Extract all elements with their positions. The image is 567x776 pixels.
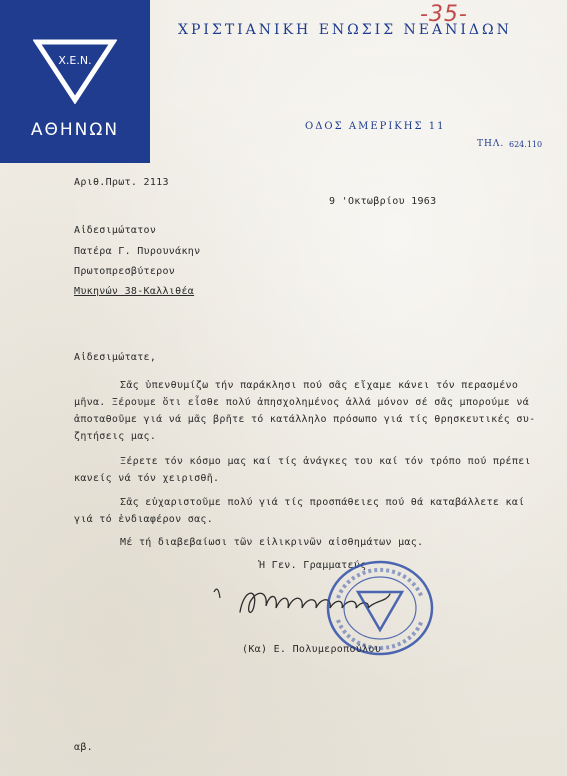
recipient-line: Αἰδεσιμώτατον (74, 225, 157, 236)
body-line: Μέ τή διαβεβαίωσι τῶν εἰλικρινῶν αἰσθημάτων μας. (120, 537, 424, 548)
organization-stamp (324, 558, 436, 658)
body-line: κανείς νά τόν χειρισθῆ. (74, 473, 220, 484)
letter-date: 9 'Οκτωβρίου 1963 (329, 196, 437, 207)
recipient-line: Πρωτοπρεσβύτερον (74, 266, 176, 277)
typist-initials: αβ. (74, 742, 93, 753)
body-line: μῆνα. Ξέρουμε ὅτι εἶσθε πολύ ἀπησχολημένος ἀλλά μόνον σέ σᾶς μπορούμε νά (74, 397, 530, 408)
body-line: γιά τό ἐνδιαφέρον σας. (74, 514, 214, 525)
organization-name: ΧΡΙΣΤΙΑΝΙΚΗ ΕΝΩΣΙΣ ΝΕΑΝΙΔΩΝ (178, 22, 512, 38)
signatory-name: (Κα) Ε. Πολυμεροπούλου (242, 644, 382, 655)
phone-label: ΤΗΛ. (477, 139, 505, 149)
body-line: ἀποταθοῦμε γιά νά μᾶς βρῆτε τό κατάλληλο πρόσωπο γιά τίς θρησκευτικές συ- (74, 414, 536, 425)
signatory-title: Ἡ Γεν. Γραμματεύς (259, 560, 367, 571)
salutation: Αἰδεσιμώτατε, (74, 352, 157, 363)
body-line: Σᾶς εὐχαριστοῦμε πολύ γιά τίς προσπάθειες πού θά καταβάλλετε καί (120, 497, 525, 508)
ywca-triangle-logo (33, 38, 117, 104)
logo-block (0, 0, 150, 163)
recipient-line: Μυκηνών 38-Καλλιθέα (74, 286, 195, 297)
logo-city: ΑΘΗΝΩΝ (30, 120, 120, 140)
recipient-line: Πατέρα Γ. Πυρουνάκην (74, 246, 201, 257)
organization-address: ΟΔΟΣ ΑΜΕΡΙΚΗΣ 11 (305, 121, 446, 132)
logo-letters: Χ.Ε.Ν. (58, 54, 92, 67)
body-line: ζητήσεις μας. (74, 431, 157, 442)
phone-number: 624.110 (509, 140, 543, 149)
protocol-number: Αριθ.Πρωτ. 2113 (74, 177, 169, 188)
body-line: Ξέρετε τόν κόσμο μας καί τίς ἀνάγκες του καί τόν τρόπο πού πρέπει (120, 456, 531, 467)
body-line: Σᾶς ὑπενθυμίζω τήν παράκλησι πού σᾶς εἴχαμε κάνει τόν περασμένο (120, 380, 519, 391)
page-number: -35- (420, 2, 468, 27)
